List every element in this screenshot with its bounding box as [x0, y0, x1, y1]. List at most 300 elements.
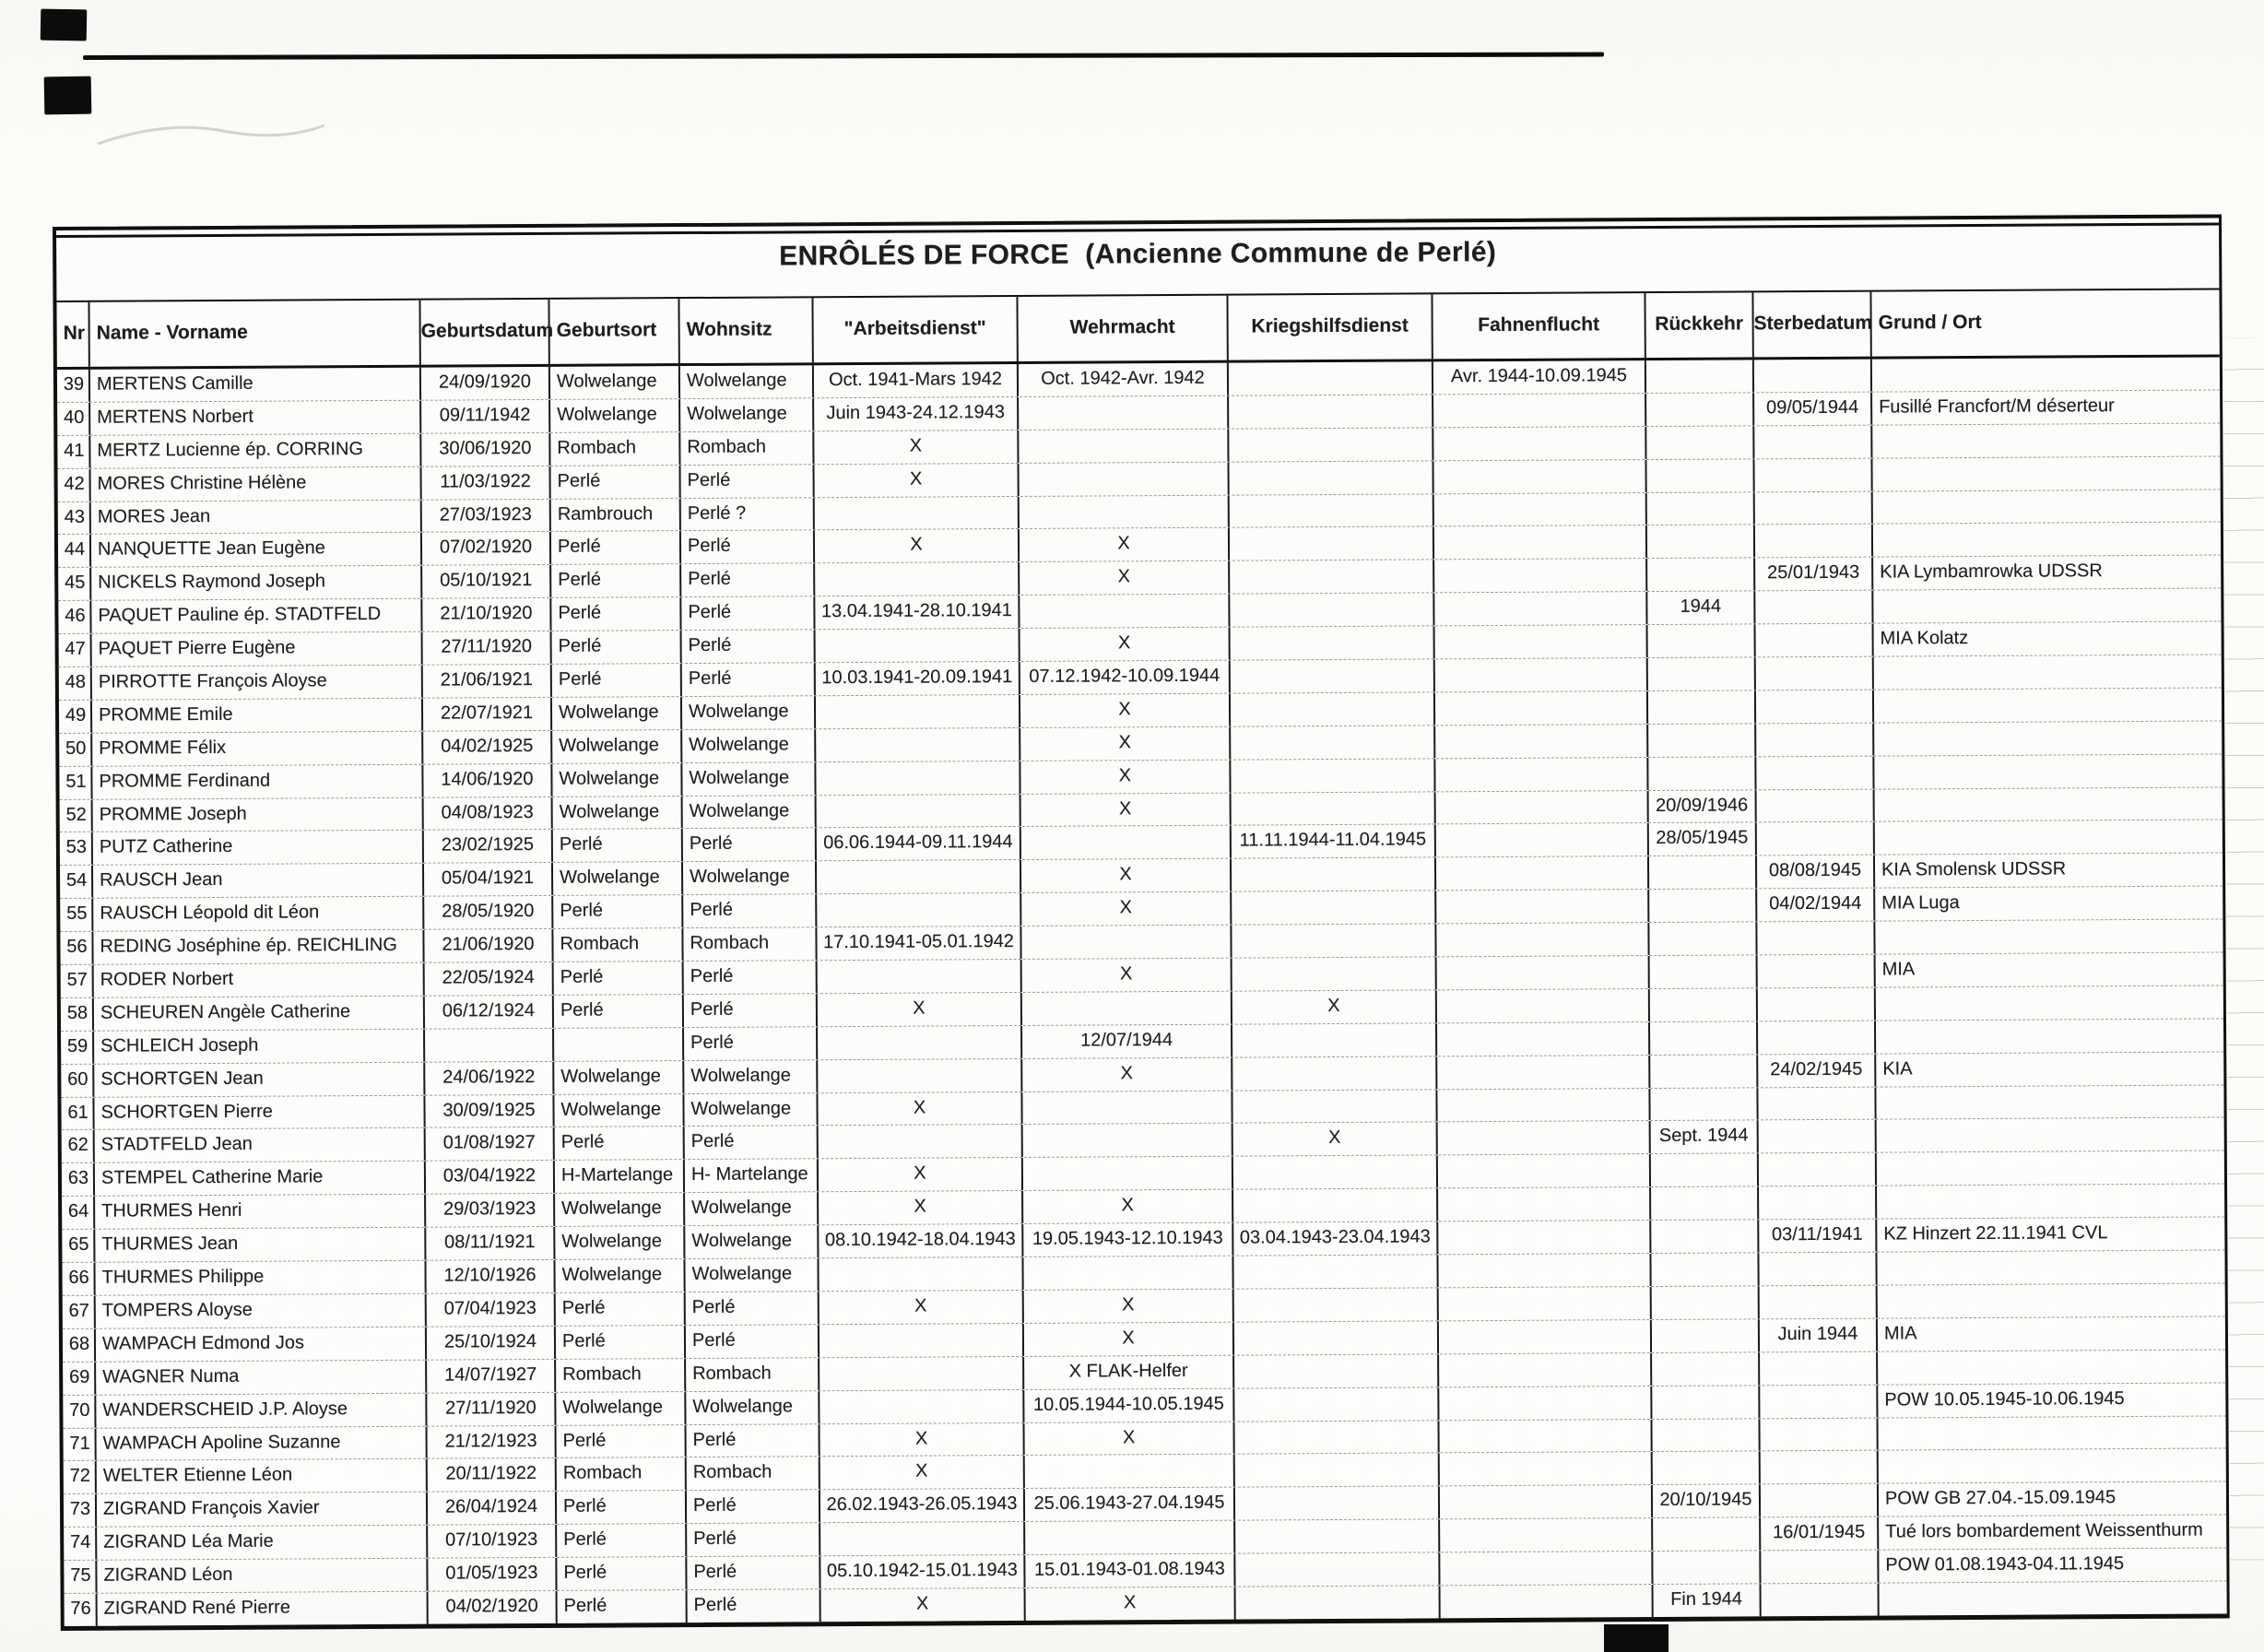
table-cell	[1758, 988, 1876, 1021]
table-cell	[1647, 525, 1755, 559]
table-cell: Wolwelange	[555, 1193, 685, 1226]
table-cell: 28/05/1945	[1649, 823, 1757, 856]
table-cell	[1231, 659, 1435, 692]
table-cell: Avr. 1944-10.09.1945	[1433, 360, 1646, 394]
table-cell: Perlé	[681, 564, 815, 597]
table-cell	[1759, 1153, 1877, 1186]
table-cell: 04/02/1944	[1757, 889, 1875, 922]
table-cell	[554, 1028, 684, 1061]
column-header: Name - Vorname	[89, 301, 420, 367]
table-cell	[1874, 688, 2228, 722]
table-cell: Rombach	[557, 1457, 687, 1491]
scan-artifact-row-line-extension	[2223, 337, 2264, 1560]
table-cell: 28/05/1920	[424, 896, 553, 929]
table-cell: 14/06/1920	[423, 764, 552, 797]
table-cell	[1757, 822, 1875, 856]
table-cell	[1652, 1352, 1760, 1386]
table-cell: 26/04/1924	[428, 1492, 557, 1525]
table-cell	[1758, 1087, 1876, 1120]
table-cell	[1873, 523, 2227, 557]
table-cell	[1872, 423, 2226, 457]
table-cell	[1438, 1154, 1651, 1187]
table-cell	[1436, 856, 1649, 890]
table-cell: 55	[60, 899, 93, 931]
table-cell: Perlé	[551, 564, 681, 597]
table-cell: SCHEUREN Angèle Catherine	[94, 997, 425, 1031]
table-cell: Rombach	[683, 927, 817, 961]
table-cell: Perlé	[557, 1524, 687, 1557]
table-cell	[1234, 1387, 1439, 1421]
table-cell: Wolwelange	[555, 1259, 685, 1292]
column-header: Nr	[56, 302, 89, 367]
table-cell	[1758, 1021, 1876, 1054]
table-cell: 10.05.1944-10.05.1945	[1024, 1388, 1234, 1422]
table-cell	[1433, 460, 1646, 493]
table-cell: STEMPEL Catherine Marie	[95, 1162, 426, 1196]
table-cell: 68	[63, 1329, 96, 1362]
table-cell	[1649, 890, 1757, 923]
table-cell: Wolwelange	[553, 862, 683, 895]
table-cell	[1653, 1452, 1761, 1485]
table-cell	[1440, 1485, 1653, 1518]
table-cell: Wolwelange	[550, 366, 680, 399]
table-cell: 29/03/1923	[426, 1194, 555, 1227]
table-cell	[1652, 1419, 1760, 1452]
table-cell: 75	[64, 1561, 97, 1593]
table-cell	[1759, 1186, 1877, 1220]
table-cell	[1761, 1451, 1879, 1484]
table-cell: PROMME Ferdinand	[92, 764, 423, 798]
table-cell: 62	[62, 1130, 95, 1162]
table-cell	[1434, 592, 1647, 625]
table-cell: Perlé	[686, 1424, 820, 1457]
table-cell: Wolwelange	[685, 1258, 819, 1292]
table-cell	[1876, 1085, 2230, 1119]
table-cell	[1231, 759, 1435, 792]
table-cell	[1234, 1354, 1439, 1387]
table-cell: MORES Christine Hélène	[91, 466, 422, 501]
table-cell: X	[815, 529, 1020, 562]
table-cell	[1437, 1056, 1650, 1089]
table-cell	[1652, 1286, 1760, 1319]
table-cell: Juin 1943-24.12.1943	[814, 397, 1019, 431]
table-cell	[1436, 923, 1649, 956]
table-cell: Rombach	[680, 431, 814, 465]
table-cell	[1877, 1151, 2231, 1186]
table-cell: ZIGRAND René Pierre	[98, 1592, 429, 1626]
table-cell	[1231, 726, 1435, 759]
table-cell	[1874, 721, 2228, 755]
table-cell: X	[1021, 859, 1232, 892]
table-cell: MORES Jean	[91, 500, 422, 534]
table-cell	[1874, 655, 2228, 689]
table-cell	[818, 1059, 1022, 1092]
table-cell	[1439, 1420, 1652, 1453]
table-cell: WAMPACH Apoline Suzanne	[97, 1426, 428, 1460]
table-cell: 1944	[1647, 592, 1755, 625]
table-cell: PAQUET Pauline ép. STADTFELD	[91, 599, 422, 633]
table-cell: 71	[64, 1428, 97, 1460]
table-cell: STADTFELD Jean	[95, 1128, 426, 1162]
table-cell	[1755, 491, 1873, 525]
table-cell	[1440, 1518, 1653, 1552]
table-cell: Perlé	[552, 631, 682, 664]
table-cell	[1757, 922, 1875, 955]
table-cell: PAQUET Pierre Eugène	[92, 632, 423, 667]
table-cell: ZIGRAND François Xavier	[97, 1493, 428, 1527]
table-cell: ZIGRAND Léon	[97, 1559, 428, 1593]
table-cell: Perlé	[556, 1292, 686, 1326]
table-cell	[1434, 493, 1647, 526]
table-cell	[1021, 926, 1232, 959]
table-cell: Wolwelange	[556, 1392, 686, 1425]
table-cell: SCHLEICH Joseph	[94, 1030, 425, 1064]
table-cell: 61	[61, 1097, 94, 1129]
table-cell: 65	[62, 1230, 95, 1262]
table-cell: X	[820, 1422, 1024, 1456]
table-cell: Wolwelange	[684, 1093, 818, 1127]
table-cell: Juin 1944	[1760, 1318, 1878, 1351]
table-cell: Perlé	[554, 995, 684, 1028]
table-cell	[1019, 396, 1229, 430]
table-cell: X	[819, 1191, 1023, 1224]
table-cell	[1021, 826, 1232, 859]
table-cell	[1235, 1520, 1440, 1553]
table-cell	[1234, 1421, 1439, 1454]
table-cell: 53	[60, 832, 93, 865]
table-cell	[1435, 725, 1648, 758]
table-cell: 50	[59, 734, 92, 766]
table-cell: 12/07/1944	[1022, 1024, 1232, 1057]
table-cell	[1233, 1156, 1438, 1189]
table-cell	[1023, 1157, 1233, 1190]
table-cell: THURMES Henri	[95, 1195, 426, 1229]
table-cell: POW GB 27.04.-15.09.1945	[1884, 1487, 2117, 1509]
table-cell: 20/11/1922	[428, 1458, 557, 1492]
table-cell: 20/09/1946	[1649, 790, 1757, 823]
table-cell: SCHORTGEN Pierre	[94, 1095, 425, 1129]
table-cell	[1648, 624, 1756, 657]
table-cell: NICKELS Raymond Joseph	[91, 566, 422, 600]
column-header: Kriegshilfsdienst	[1228, 294, 1433, 360]
table-cell	[1233, 1255, 1438, 1288]
table-cell	[817, 893, 1021, 926]
table-cell	[819, 1257, 1023, 1291]
table-cell: 39	[57, 370, 90, 402]
table-cell: Perlé	[557, 1491, 687, 1524]
table-cell	[425, 1029, 554, 1062]
table-cell: Perlé	[683, 829, 817, 862]
table-cell: 05.10.1942-15.01.1943	[820, 1555, 1025, 1588]
table-cell	[816, 728, 1020, 761]
table-cell	[1438, 1221, 1651, 1254]
table-cell	[1232, 792, 1436, 825]
table-cell	[1229, 428, 1433, 461]
table-cell: MERTZ Lucienne ép. CORRING	[90, 433, 421, 467]
table-cell	[818, 960, 1022, 993]
table-cell	[1437, 1022, 1650, 1056]
table-cell: 14/07/1927	[427, 1360, 556, 1393]
table-cell: Wolwelange	[680, 365, 814, 398]
table-cell: Perlé	[683, 894, 817, 927]
table-cell: Perlé	[551, 466, 681, 499]
table-cell: 16/01/1945	[1761, 1517, 1879, 1551]
table-cell: Fusillé Francfort/M déserteur	[1879, 395, 2115, 418]
table-cell: Rombach	[550, 432, 680, 466]
table-cell: X	[1021, 793, 1232, 826]
table-cell	[1019, 462, 1229, 495]
table-cell	[1439, 1320, 1652, 1353]
column-header: Geburtsdatum	[420, 300, 549, 365]
table-cell: 07/02/1920	[422, 532, 551, 565]
table-cell	[1231, 692, 1435, 726]
table-cell	[1759, 1120, 1877, 1153]
table-cell: 07.12.1942-10.09.1944	[1020, 661, 1231, 694]
table-cell: X	[1233, 1123, 1438, 1156]
table-cell: 17.10.1941-05.01.1942	[817, 926, 1021, 960]
column-header: Sterbedatum	[1753, 292, 1871, 358]
table-cell	[1646, 426, 1754, 459]
table-cell: PROMME Félix	[92, 731, 423, 765]
table-cell	[1023, 1124, 1233, 1157]
table-cell	[1759, 1253, 1877, 1286]
table-cell: Perlé	[682, 630, 816, 663]
table-cell: THURMES Jean	[95, 1228, 426, 1262]
table-cell	[1756, 690, 1874, 724]
table-cell: Perlé	[553, 895, 683, 928]
table-cell: RODER Norbert	[94, 963, 425, 997]
table-cell	[1877, 1118, 2231, 1152]
table-cell	[1756, 756, 1874, 789]
table-cell	[1438, 1254, 1651, 1287]
table-cell	[1438, 1187, 1651, 1221]
table-cell: 22/05/1924	[425, 962, 554, 996]
table-cell: Wolwelange	[682, 762, 816, 796]
table-cell: Rombach	[686, 1358, 820, 1391]
table-cell	[1760, 1286, 1878, 1319]
table-cell: Perlé	[553, 830, 683, 863]
table-cell: 63	[62, 1163, 95, 1196]
table-cell: Wolwelange	[552, 730, 682, 763]
table-cell: X	[1020, 628, 1231, 661]
table-cell: 10.03.1941-20.09.1941	[816, 662, 1020, 695]
table-cell	[1762, 1584, 1880, 1617]
table-cell: ZIGRAND Léa Marie	[97, 1526, 428, 1560]
table-cell: MIA	[1883, 1323, 1917, 1344]
table-cell	[1439, 1287, 1652, 1320]
table-cell	[1232, 1056, 1437, 1090]
table-cell: Perlé	[681, 465, 815, 498]
column-header: Fahnenflucht	[1433, 293, 1645, 359]
table-cell	[1878, 1350, 2232, 1384]
table-cell: X	[1020, 760, 1231, 793]
table-cell	[1876, 985, 2230, 1020]
table-cell: 54	[60, 866, 93, 898]
table-cell	[815, 497, 1020, 530]
table-cell	[1755, 591, 1873, 624]
table-cell	[816, 695, 1020, 728]
table-cell	[1229, 461, 1433, 494]
table-cell	[1229, 361, 1433, 395]
table-cell	[1020, 595, 1230, 628]
table-cell	[1651, 1154, 1759, 1187]
table-cell	[1232, 1090, 1437, 1123]
table-cell: Wolwelange	[682, 729, 816, 762]
table-cell: Oct. 1942-Avr. 1942	[1019, 363, 1229, 396]
table-cell	[1433, 394, 1646, 427]
table-cell	[1756, 723, 1874, 756]
table-cell	[1230, 494, 1434, 527]
table-cell: 30/06/1920	[421, 433, 550, 466]
table-cell: 04/02/1925	[423, 731, 552, 764]
table-cell	[820, 1522, 1025, 1555]
table-cell: 25/01/1943	[1755, 558, 1873, 591]
table-cell	[1646, 360, 1754, 393]
scan-artifact-bar-second	[44, 77, 92, 115]
table-cell: 42	[58, 468, 91, 501]
table-cell	[1761, 1551, 1879, 1584]
table-cell	[1761, 1484, 1879, 1517]
table-cell: 21/06/1920	[424, 929, 553, 962]
table-cell: 20/10/1945	[1653, 1485, 1761, 1518]
table-cell	[1436, 824, 1649, 857]
table-cell: 15.01.1943-01.08.1943	[1025, 1554, 1235, 1587]
table-cell: Tué lors bombardement Weissenthurm	[1885, 1519, 2203, 1542]
table-cell: X	[1022, 1057, 1232, 1091]
table-cell: Wolwelange	[684, 1060, 818, 1093]
table-cell: Perlé	[558, 1590, 688, 1623]
table-cell: 27/03/1923	[422, 499, 551, 532]
table-cell	[819, 1125, 1023, 1158]
table-cell: Perlé	[687, 1523, 820, 1556]
table-cell	[1648, 657, 1756, 690]
table-cell: 12/10/1926	[426, 1260, 555, 1293]
table-cell	[1436, 791, 1649, 824]
table-cell: 03/11/1941	[1759, 1220, 1877, 1253]
table-cell	[1232, 891, 1436, 925]
table-cell: Perlé	[681, 596, 815, 630]
table-cell: Perlé	[551, 532, 681, 565]
table-cell: Perlé	[557, 1557, 687, 1590]
table-cell	[1653, 1551, 1761, 1584]
table-cell: Wolwelange	[554, 1094, 684, 1127]
table-cell: X	[814, 431, 1019, 464]
column-header: "Arbeitsdienst"	[813, 297, 1018, 362]
table-cell: X	[1232, 990, 1437, 1023]
table-cell	[1878, 1283, 2232, 1317]
table-cell: 07/04/1923	[427, 1293, 556, 1327]
table-cell	[1433, 427, 1646, 460]
table-cell	[1232, 858, 1436, 891]
table-cell: 11.11.1944-11.04.1945	[1232, 825, 1436, 858]
table-cell: 26.02.1943-26.05.1943	[820, 1489, 1025, 1522]
table-cell: 23/02/1925	[424, 830, 553, 863]
table-cell	[1235, 1487, 1440, 1520]
table-cell: 08/11/1921	[426, 1227, 555, 1260]
table-cell	[1439, 1386, 1652, 1420]
table-cell	[1232, 957, 1437, 990]
table-cell: X	[820, 1291, 1024, 1324]
table-header-row	[56, 289, 2219, 370]
table-cell: 09/11/1942	[421, 400, 550, 433]
table-cell	[1756, 657, 1874, 690]
table-cell: 05/04/1921	[424, 863, 553, 896]
table-cell: MIA	[1881, 959, 1916, 980]
table-cell: Perlé ?	[681, 498, 815, 531]
table-cell: Wolwelange	[683, 862, 817, 895]
table-cell	[1649, 923, 1757, 956]
table-cell: 19.05.1943-12.10.1943	[1023, 1223, 1233, 1257]
table-cell: MERTENS Norbert	[90, 401, 421, 435]
table-cell: NANQUETTE Jean Eugène	[91, 533, 422, 567]
table-cell	[1230, 560, 1434, 594]
table-cell: Wolwelange	[552, 697, 682, 730]
table-cell	[1648, 757, 1756, 790]
table-cell: Rombach	[556, 1359, 686, 1392]
table-cell	[1872, 456, 2226, 490]
table-cell: Perlé	[552, 664, 682, 697]
table-cell	[1646, 393, 1754, 426]
table-cell	[1880, 1581, 2234, 1615]
table-cell	[1231, 626, 1435, 659]
table-cell: 44	[58, 535, 91, 567]
table-cell: 67	[63, 1296, 96, 1328]
table-cell	[820, 1357, 1024, 1390]
table-cell	[1878, 1416, 2232, 1450]
table-cell: H-Martelange	[555, 1160, 685, 1193]
table-cell	[1648, 724, 1756, 757]
table-cell: Oct. 1941-Mars 1942	[814, 364, 1019, 397]
table-cell	[1873, 589, 2227, 623]
table-cell: Wolwelange	[685, 1192, 819, 1225]
table-cell	[1647, 559, 1755, 592]
table-cell: Wolwelange	[555, 1226, 685, 1259]
table-cell: 05/10/1921	[422, 565, 551, 598]
table-cell: 01/08/1927	[426, 1127, 555, 1161]
table-cell: 24/02/1945	[1758, 1054, 1876, 1087]
table-cell: 03.04.1943-23.04.1943	[1233, 1222, 1438, 1256]
table-cell: PIRROTTE François Aloyse	[92, 666, 423, 700]
table-cell	[1758, 955, 1876, 988]
table-cell: X	[818, 1092, 1022, 1126]
table-cell: 30/09/1925	[425, 1094, 554, 1127]
table-cell	[1875, 920, 2229, 954]
table-cell	[1760, 1385, 1878, 1418]
table-cell: 46	[58, 601, 91, 633]
table-cell: WANDERSCHEID J.P. Aloyse	[96, 1393, 427, 1427]
table-cell: X	[1024, 1422, 1234, 1455]
table-cell: PROMME Joseph	[93, 797, 424, 832]
table-cell	[1229, 395, 1433, 428]
table-cell: 43	[58, 502, 91, 534]
table-cell: RAUSCH Léopold dit Léon	[93, 897, 424, 931]
table-cell: KIA	[1882, 1058, 1913, 1080]
table-cell	[1435, 625, 1648, 658]
table-cell: 03/04/1922	[426, 1161, 555, 1194]
table-cell: 01/05/1923	[428, 1558, 557, 1591]
table-cell	[1439, 1353, 1652, 1386]
table-cell: 06.06.1944-09.11.1944	[817, 827, 1021, 860]
table-cell	[1652, 1319, 1760, 1352]
table-cell: 07/10/1923	[428, 1525, 557, 1558]
table-cell: POW 10.05.1945-10.06.1945	[1884, 1387, 2125, 1410]
table-cell	[1235, 1552, 1440, 1586]
table-cell: X	[1020, 726, 1231, 760]
table-cell	[1651, 1253, 1759, 1286]
table-cell	[1436, 890, 1649, 923]
table-cell	[820, 1390, 1024, 1423]
table-cell	[1233, 1189, 1438, 1222]
